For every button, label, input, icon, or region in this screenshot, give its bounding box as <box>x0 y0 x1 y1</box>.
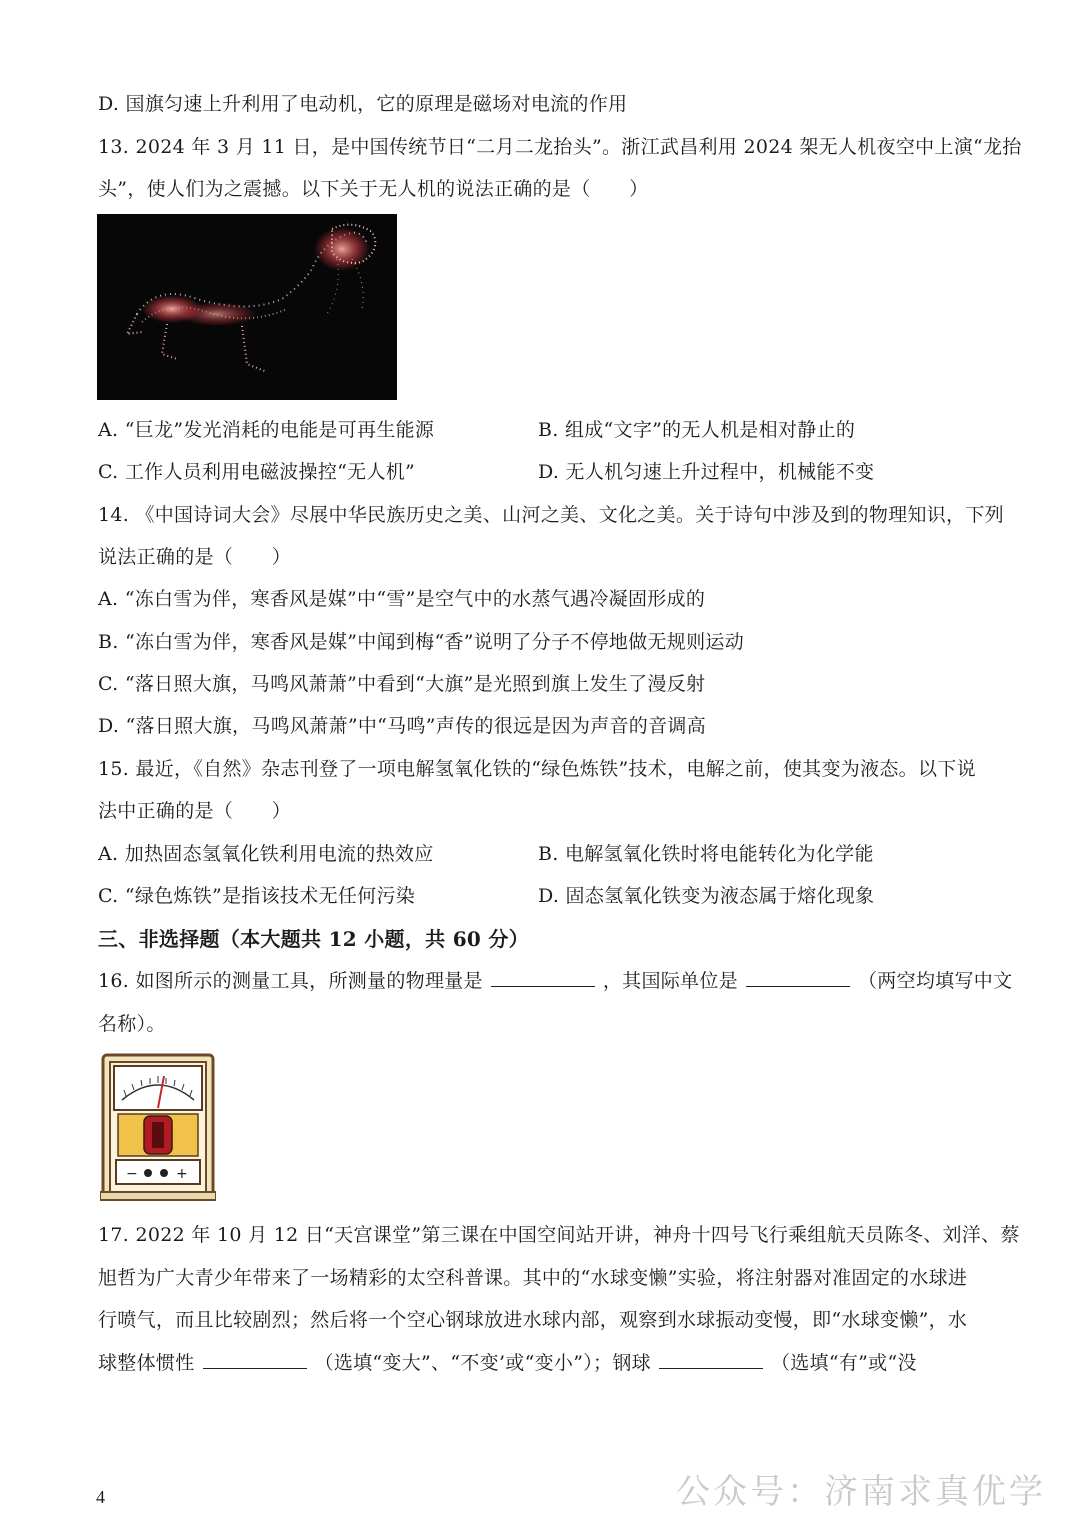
q16-line1 <box>98 968 1012 994</box>
watermark-text: 公众号：济南求真优学 <box>676 1472 1046 1512</box>
q15-option-b: B. 电解氢氧化铁时将电能转化为化学能 <box>538 843 874 865</box>
section3-heading: 三、非选择题（本大题共 12 小题，共 60 分） <box>98 927 530 951</box>
q15-stem-line2: 法中正确的是（ ） <box>98 800 292 822</box>
q15-option-a: A. 加热固态氢氧化铁利用电流的热效应 <box>98 843 434 865</box>
q17-line4-part2: （选填“变大”、“不变’或“变小”）；钢球 <box>314 1352 651 1374</box>
q17-blank-1[interactable] <box>203 1350 307 1369</box>
q14-option-a: A. “冻白雪为伴，寒香风是媒”中“雪”是空气中的水蒸气遇冷凝固形成的 <box>98 588 706 610</box>
q14-option-b: B. “冻白雪为伴，寒香风是媒”中闻到梅“香”说明了分子不停地做无规则运动 <box>98 631 744 653</box>
q14-stem-line1: 14. 《中国诗词大会》尽展中华民族历史之美、山河之美、文化之美。关于诗句中涉及到的物理知识，下列 <box>98 504 1004 526</box>
q13-option-c: C. 工作人员利用电磁波操控“无人机” <box>98 461 416 483</box>
svg-text:+: + <box>176 1166 188 1182</box>
q16-blank-1[interactable] <box>491 968 595 987</box>
q17-line3: 行喷气，而且比较剧烈；然后将一个空心钢球放进水球内部，观察到水球振动变慢，即“水球变懒”，水 <box>98 1309 968 1331</box>
q17-line1: 17. 2022 年 10 月 12 日“天宫课堂”第三课在中国空间站开讲，神舟十四号飞行乘组航天员陈冬、刘洋、蔡 <box>98 1224 1020 1246</box>
q16-line2: 名称）。 <box>98 1013 166 1035</box>
q16-text-part3: （两空均填写中文 <box>857 970 1013 992</box>
q14-stem-line2: 说法正确的是（ ） <box>98 546 292 568</box>
watermark <box>676 1464 1046 1513</box>
q14-option-d: D. “落日照大旗，马鸣风萧萧”中“马鸣”声传的很远是因为声音的音调高 <box>98 715 706 737</box>
q16-blank-2[interactable] <box>746 968 850 987</box>
svg-text:−: − <box>126 1166 138 1182</box>
page-number: 4 <box>96 1487 105 1507</box>
q13-option-a: A. “巨龙”发光消耗的电能是可再生能源 <box>98 419 435 441</box>
q17-line4-part3: （选填“有”或“没 <box>770 1352 917 1374</box>
q15-stem-line1: 15. 最近，《自然》杂志刊登了一项电解氢氧化铁的“绿色炼铁”技术，电解之前，使其变为液态。以下说 <box>98 758 976 780</box>
q13-option-b: B. 组成“文字”的无人机是相对静止的 <box>538 419 856 441</box>
q13-stem-line1: 13. 2024 年 3 月 11 日，是中国传统节日“二月二龙抬头”。浙江武昌利用 2024 架无人机夜空中上演“龙抬 <box>98 136 1022 158</box>
drone-dragon-photo <box>97 214 397 400</box>
q13-option-d: D. 无人机匀速上升过程中，机械能不变 <box>538 461 875 483</box>
q17-blank-2[interactable] <box>659 1350 763 1369</box>
q14-option-c: C. “落日照大旗，马鸣风萧萧”中看到“大旗”是光照到旗上发生了漫反射 <box>98 673 706 695</box>
q17-line4-part1: 球整体惯性 <box>98 1352 195 1374</box>
q13-stem-line2: 头”，使人们为之震撼。以下关于无人机的说法正确的是（ ） <box>98 178 649 200</box>
q16-text-part2: ，其国际单位是 <box>602 970 738 992</box>
ammeter-illustration <box>100 1052 216 1204</box>
q12-option-d: D. 国旗匀速上升利用了电动机，它的原理是磁场对电流的作用 <box>98 93 628 115</box>
q16-text-part1: 16. 如图所示的测量工具，所测量的物理量是 <box>98 970 483 992</box>
q15-option-d: D. 固态氢氧化铁变为液态属于熔化现象 <box>538 885 875 907</box>
q15-option-c: C. “绿色炼铁”是指该技术无任何污染 <box>98 885 416 907</box>
q17-line4 <box>98 1350 917 1376</box>
q17-line2: 旭哲为广大青少年带来了一场精彩的太空科普课。其中的“水球变懒”实验，将注射器对准固定的水球进 <box>98 1267 968 1289</box>
